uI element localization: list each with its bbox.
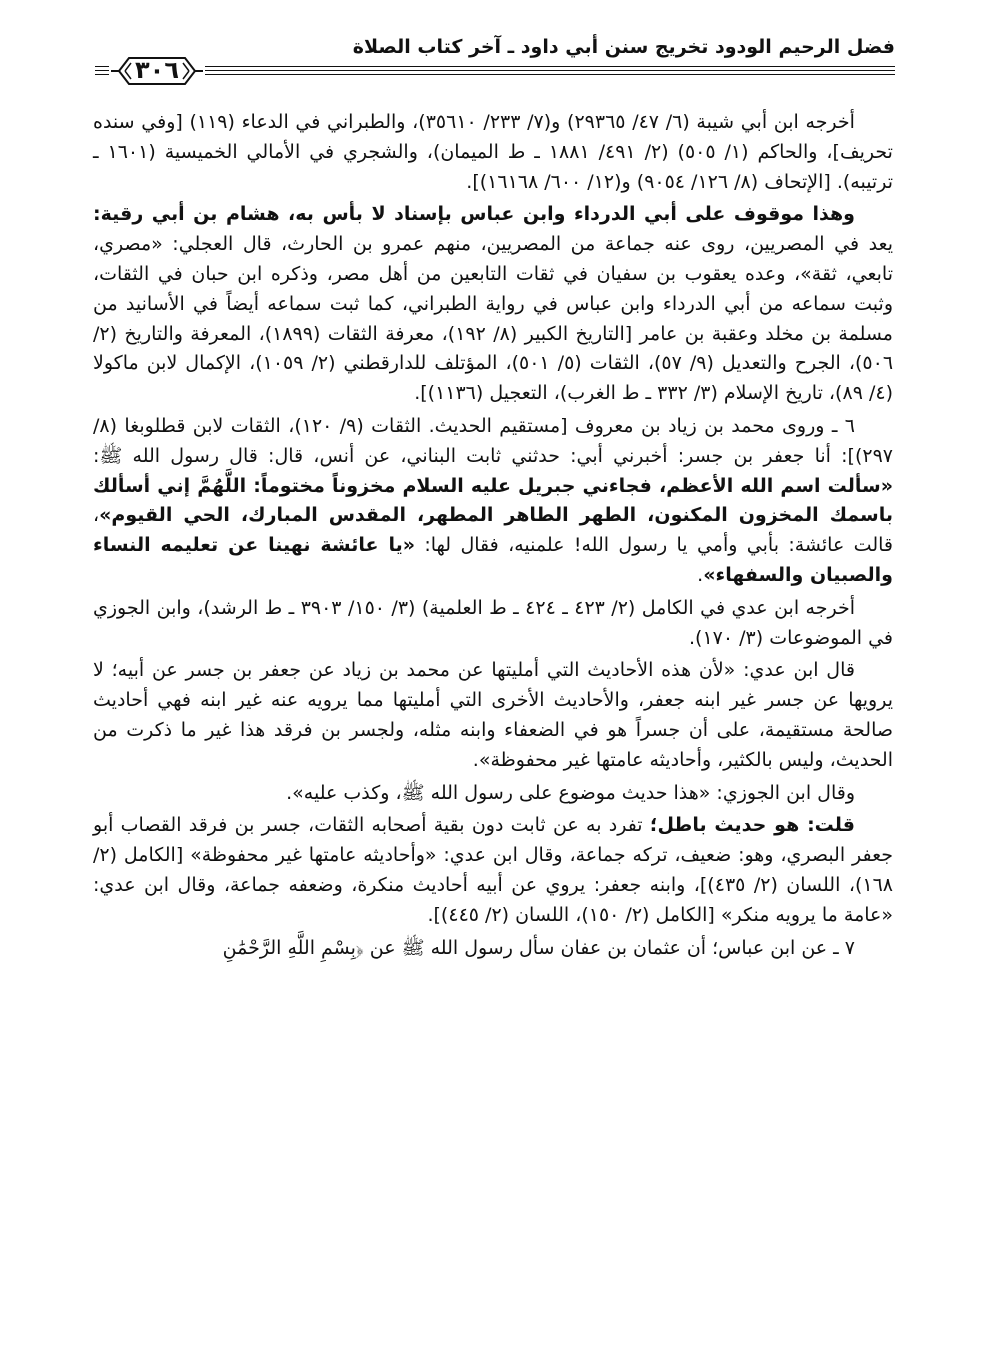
- text-segment: قال ابن عدي: «لأن هذه الأحاديث التي أمليتها عن محمد بن زياد عن جعفر بن جسر عن أبيه؛ لا يرويها عن جسر غير ابنه جعفر، والأحاديث الأخرى التي أمليتها مما يرويه عنه غير ابنه فهي أحاديث صالحة مستقيمة، على أن جسراً هو في الضعفاء وابنه مثله، ولجسر بن فرقد هذا غير ما ذكرت من الحديث، وليس بالكثير، وأحاديثه عامتها غير محفوظة».: [93, 659, 893, 771]
- header-rule: [95, 74, 895, 75]
- text-segment-bold: قلت: هو حديث باطل؛: [649, 814, 855, 837]
- paragraph: [93, 779, 893, 809]
- paragraph: [93, 594, 893, 654]
- paragraph: [93, 108, 893, 197]
- paragraph: [93, 656, 893, 775]
- text-segment: ، قالت عائشة: بأبي وأمي يا رسول الله! علمنيه، فقال لها:: [93, 504, 893, 557]
- paragraph: [93, 811, 893, 930]
- page-number-frame: [109, 54, 205, 88]
- text-segment: يعد في المصريين، روى عنه جماعة من المصريين، منهم عمرو بن الحارث، قال العجلي: «مصري، تابعي، ثقة»، وعده يعقوب بن سفيان في ثقات التابعين من أهل مصر، وذكره ابن حبان في الثقات، وثبت سماعه من أبي الدرداء وابن عباس في رواية الطبراني، كما ثبت سماعه أيضاً في الأسانيد من مسلمة بن مخلد وعقبة بن عامر [التاريخ الكبير (٨/ ١٩٢)، معرفة الثقات (١٨٩٩)، المعرفة والتاريخ (٢/ ٥٠٦)، الجرح والتعديل (٩/ ٥٧)، الثقات (٥/ ٥٠١)، المؤتلف للدارقطني (٢/ ١٠٥٩)، الإكمال لابن ماكولا (٤/ ٨٩)، تاريخ الإسلام (٣/ ٣٣٢ ـ ط الغرب)، التعجيل (١١٣٦)].: [93, 233, 894, 405]
- text-segment: أخرجه ابن أبي شيبة (٦/ ٤٧/ ٢٩٣٦٥) و(٧/ ٢٣٣/ ٣٥٦١٠)، والطبراني في الدعاء (١١٩) [وفي سنده تحريف]، والحاكم (١/ ٥٠٥) (٢/ ٤٩١/ ١٨٨١ ـ ط الميمان)، والشجري في الأمالي الخميسية (١٦٠١ ـ ترتيبه). [الإتحاف (٨/ ١٢٦/ ٩٠٥٤) و(١٢/ ٦٠٠/ ١٦١٦٨)].: [93, 111, 893, 193]
- header-rule: [95, 66, 895, 67]
- text-segment: أخرجه ابن عدي في الكامل (٢/ ٤٢٣ ـ ٤٢٤ ـ ط العلمية) (٣/ ١٥٠/ ٣٩٠٣ ـ ط الرشد)، وابن الجوزي في الموضوعات (٣/ ١٧٠).: [93, 596, 893, 649]
- text-segment-bold: «يا عائشة نهينا عن تعليمه النساء والصبيان والسفهاء»: [93, 534, 893, 586]
- paragraph: [93, 200, 893, 409]
- header-rule: [95, 70, 895, 71]
- text-segment-bold: «سألت اسم الله الأعظم، فجاءني جبريل عليه السلام مخزوناً مختوماً: اللَّهُمَّ إني أسألك باسمك المخزون المكنون، الطهر الطاهر المطهر، المقدس المبارك، الحي القيوم»: [93, 474, 893, 527]
- page-number: ٣٠٦: [135, 56, 179, 84]
- page-body: [93, 108, 893, 966]
- text-segment: ٧ ـ عن ابن عباس؛ أن عثمان بن عفان سأل رسول الله ﷺ عن ﴿بِسْمِ اللَّهِ الرَّحْمَٰنِ: [222, 936, 855, 959]
- paragraph: [93, 412, 893, 591]
- running-title: فضل الرحيم الودود تخريج سنن أبي داود ـ آخر كتاب الصلاة: [352, 36, 895, 58]
- text-segment: .: [697, 563, 704, 586]
- text-segment: ٦ ـ وروى محمد بن زياد بن معروف [مستقيم الحديث. الثقات (٩/ ١٢٠)، الثقات لابن قطلوبغا (٨/ ٢٩٧)]: أنا جعفر بن جسر: أخبرني أبي: حدثني ثابت البناني، عن أنس، قال: قال رسول الله ﷺ:: [93, 414, 893, 467]
- text-segment: تفرد به عن ثابت دون بقية أصحابه الثقات، جسر بن فرقد القصاب أبو جعفر البصري، وهو: ضعيف، تركه جماعة، وقال ابن عدي: «وأحاديثه عامتها غير محفوظة» [الكامل (٢/ ١٦٨)، اللسان (٢/ ٤٣٥)]، وابنه جعفر: يروي عن أبيه أحاديث منكرة، وضعفه جماعة، وقال ابن عدي: «عامة ما يرويه منكر» [الكامل (٢/ ١٥٠)، اللسان (٢/ ٤٤٥)].: [93, 814, 893, 926]
- text-segment: وقال ابن الجوزي: «هذا حديث موضوع على رسول الله ﷺ، وكذب عليه».: [286, 781, 855, 804]
- page-header: [95, 30, 895, 92]
- paragraph: [93, 934, 893, 964]
- text-segment-bold: وهذا موقوف على أبي الدرداء وابن عباس بإسناد لا بأس به، هشام بن أبي رقية:: [93, 203, 855, 226]
